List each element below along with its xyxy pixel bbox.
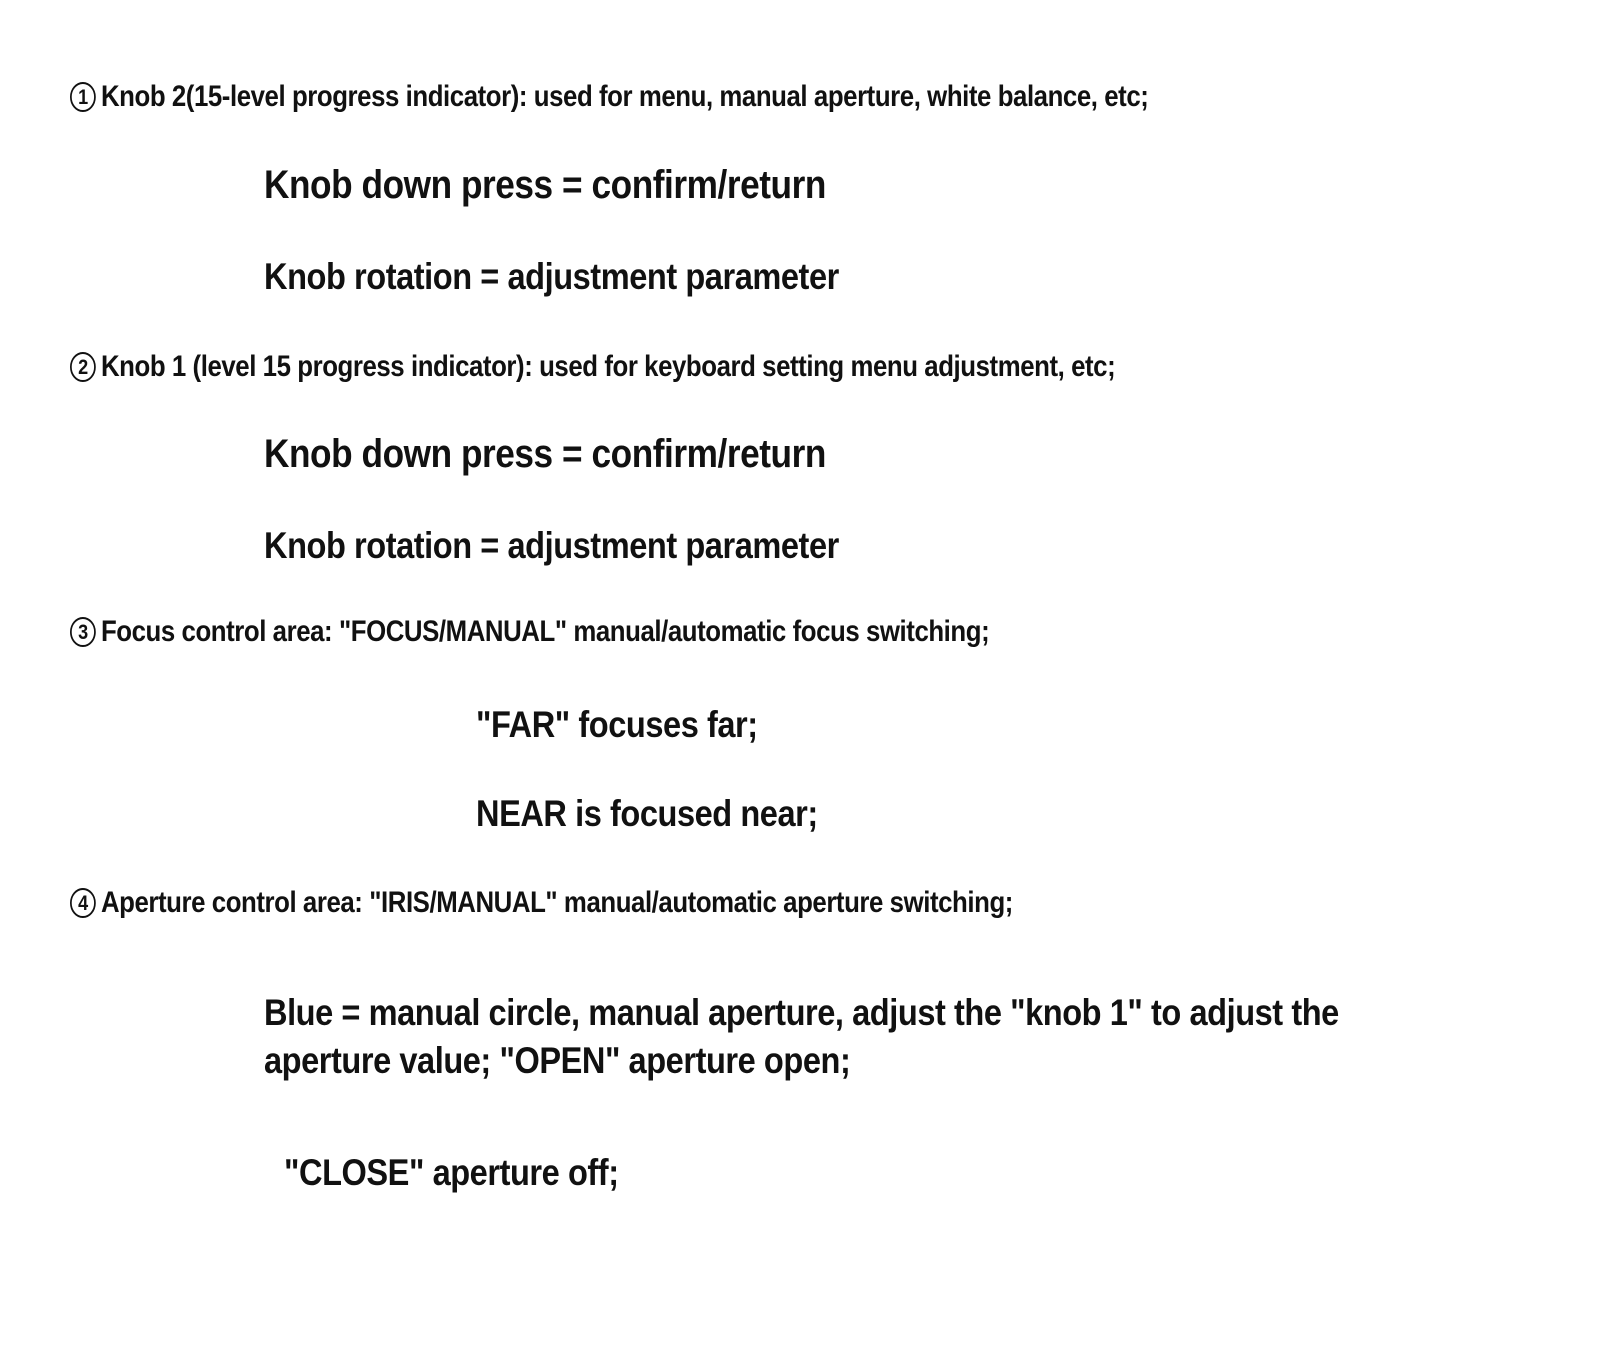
section-3-line-2: NEAR is focused near; — [476, 793, 818, 834]
section-4-heading — [70, 886, 1013, 920]
circled-number-3: 3 — [70, 617, 96, 647]
section-4-line-3: "CLOSE" aperture off; — [284, 1152, 619, 1193]
circled-number-1: 1 — [70, 82, 96, 112]
section-1-line-1: Knob down press = confirm/return — [264, 163, 826, 207]
section-1-line-2: Knob rotation = adjustment parameter — [264, 256, 839, 297]
section-3-line-1: "FAR" focuses far; — [476, 704, 758, 745]
section-3-heading — [70, 615, 989, 649]
section-2-heading — [70, 350, 1115, 384]
section-2-heading-text: Knob 1 (level 15 progress indicator): used for keyboard setting menu adjustment, etc; — [100, 350, 1116, 383]
section-4-line-1: Blue = manual circle, manual aperture, adjust the "knob 1" to adjust the — [264, 992, 1339, 1033]
section-2-line-1: Knob down press = confirm/return — [264, 432, 826, 476]
circled-number-2: 2 — [70, 352, 96, 382]
section-1-heading-text: Knob 2(15-level progress indicator): used for menu, manual aperture, white balance, etc; — [100, 80, 1149, 113]
section-4-line-2: aperture value; "OPEN" aperture open; — [264, 1040, 851, 1081]
section-3-heading-text: Focus control area: "FOCUS/MANUAL" manual/automatic focus switching; — [100, 615, 990, 648]
circled-number-4: 4 — [70, 888, 96, 918]
section-2-line-2: Knob rotation = adjustment parameter — [264, 525, 839, 566]
section-1-heading — [70, 80, 1148, 114]
section-4-heading-text: Aperture control area: "IRIS/MANUAL" manual/automatic aperture switching; — [100, 886, 1013, 919]
